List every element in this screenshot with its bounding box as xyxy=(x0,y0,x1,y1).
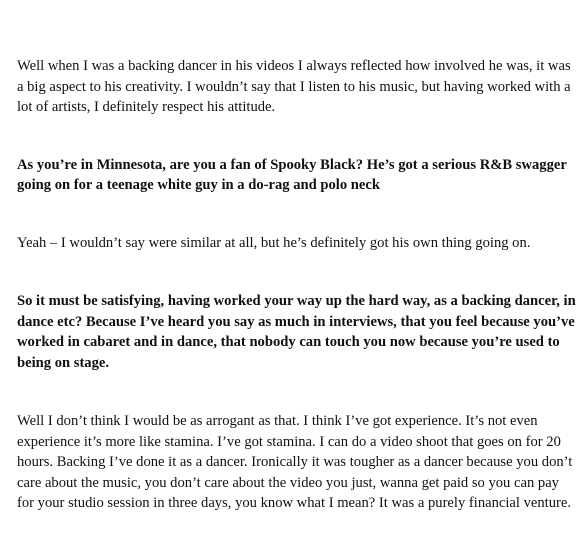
question-paragraph: So it must be satisfying, having worked your way up the hard way, as a backing dancer, in dance etc? Because I’ve heard you say as much in interviews, that you feel because you’ve worked in cabaret and in dance, that nobody can touch you now because you’re used to being on stage. xyxy=(17,293,576,371)
answer-paragraph: Yeah – I wouldn’t say were similar at all, but he’s definitely got his own thing going on. xyxy=(17,234,531,251)
answer-paragraph: Well when I was a backing dancer in his videos I always reflected how involved he was, it was a big aspect to his creativity. I wouldn’t say that I listen to his music, but having worked with a lot of artists, I definitely respect his attitude. xyxy=(17,58,571,115)
question-paragraph: As you’re in Minnesota, are you a fan of Spooky Black? He’s got a serious R&B swagger going on for a teenage white guy in a do-rag and polo neck xyxy=(17,156,567,193)
answer-paragraph: Well I don’t think I would be as arrogant as that. I think I’ve got experience. It’s not even experience it’s more like stamina. I’ve got stamina. I can do a video shoot that goes on for 20 hours. Backing I’ve done it as a dancer. Ironically it was tougher as a dancer because you don’t care about the music, you don’t care about the video you just, wanna get paid so you can pay for your studio session in three days, you know what I mean? It was a purely financial venture. xyxy=(17,413,573,511)
interview-article xyxy=(17,56,577,514)
